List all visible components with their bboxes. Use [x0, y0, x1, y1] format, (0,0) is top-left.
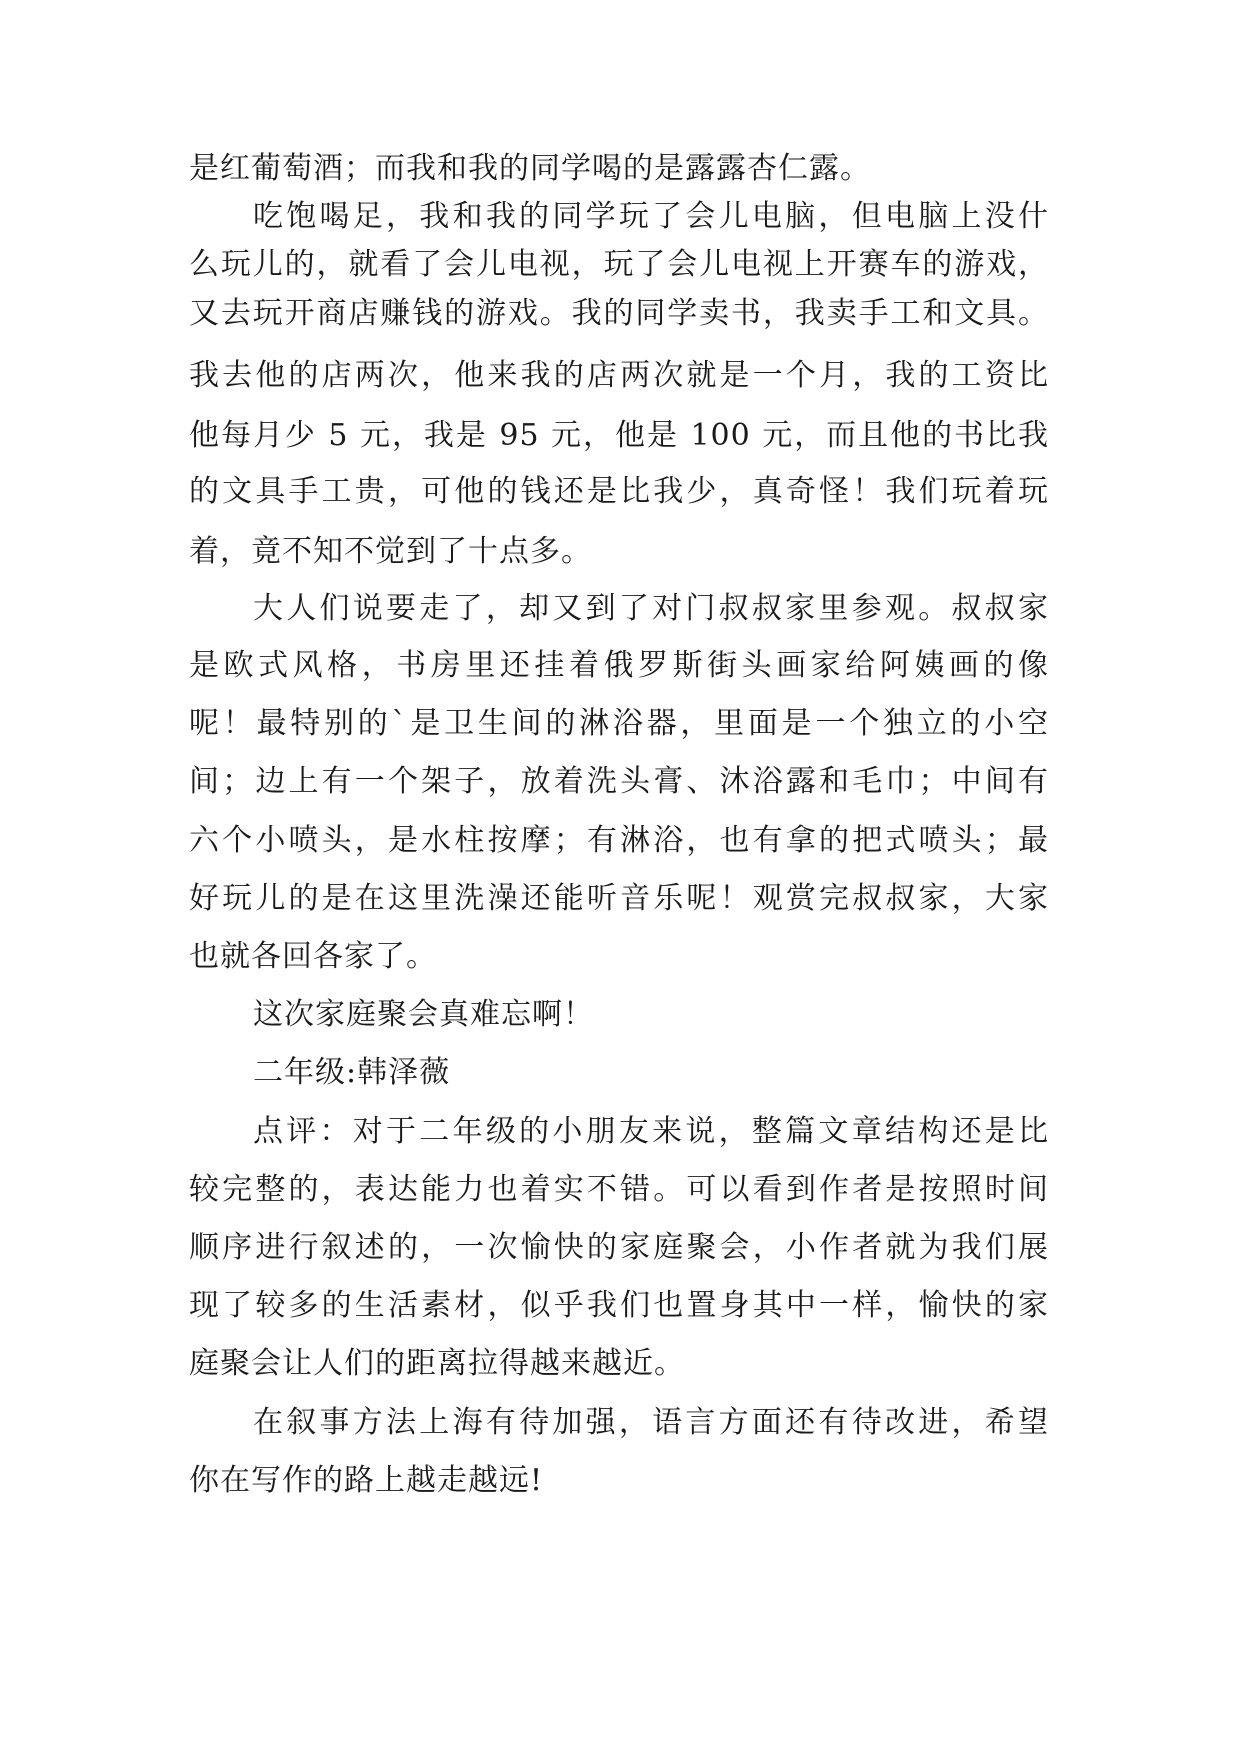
text-line: 我去他的店两次，他来我的店两次就是一个月，我的工资比 — [189, 358, 1049, 393]
text-line: 间；边上有一个架子，放着洗头膏、沐浴露和毛巾；中间有 — [189, 764, 1049, 799]
text-line: 你在写作的路上越走越远! — [189, 1463, 544, 1498]
text-line: 好玩儿的是在这里洗澡还能听音乐呢！观赏完叔叔家，大家 — [189, 881, 1049, 916]
text-line: 庭聚会让人们的距离拉得越来越近。 — [189, 1346, 685, 1381]
author-line: 二年级:韩泽薇 — [253, 1055, 451, 1090]
text-line: 点评：对于二年级的小朋友来说，整篇文章结构还是比 — [253, 1114, 1049, 1149]
text-line: 吃饱喝足，我和我的同学玩了会儿电脑，但电脑上没什 — [253, 199, 1049, 234]
text-line: 六个小喷头，是水柱按摩；有淋浴，也有拿的把式喷头；最 — [189, 823, 1049, 858]
text-line: 较完整的，表达能力也着实不错。可以看到作者是按照时间 — [189, 1172, 1049, 1207]
text-line: 在叙事方法上海有待加强，语言方面还有待改进，希望 — [253, 1405, 1049, 1440]
text-line: 是欧式风格，书房里还挂着俄罗斯街头画家给阿姨画的像 — [189, 648, 1049, 683]
text-line: 现了较多的生活素材，似乎我们也置身其中一样，愉快的家 — [189, 1288, 1049, 1323]
text-line: 是红葡萄酒；而我和我的同学喝的是露露杏仁露。 — [189, 151, 871, 186]
text-line: 的文具手工贵，可他的钱还是比我少，真奇怪！我们玩着玩 — [189, 474, 1049, 509]
text-line: 这次家庭聚会真难忘啊！ — [253, 997, 594, 1032]
text-line: 顺序进行叙述的，一次愉快的家庭聚会，小作者就为我们展 — [189, 1230, 1049, 1265]
text-line: 也就各回各家了。 — [189, 939, 437, 974]
text-line: 又去玩开商店赚钱的游戏。我的同学卖书，我卖手工和文具。 — [189, 296, 1049, 331]
text-line: 大人们说要走了，却又到了对门叔叔家里参观。叔叔家 — [253, 591, 1049, 626]
text-line: 呢！最特别的`是卫生间的淋浴器，里面是一个独立的小空 — [189, 706, 1049, 741]
text-line: 他每月少 5 元，我是 95 元，他是 100 元，而且他的书比我 — [189, 418, 1049, 453]
text-line: 么玩儿的，就看了会儿电视，玩了会儿电视上开赛车的游戏， — [189, 247, 1049, 282]
text-line: 着，竟不知不觉到了十点多。 — [189, 534, 592, 569]
